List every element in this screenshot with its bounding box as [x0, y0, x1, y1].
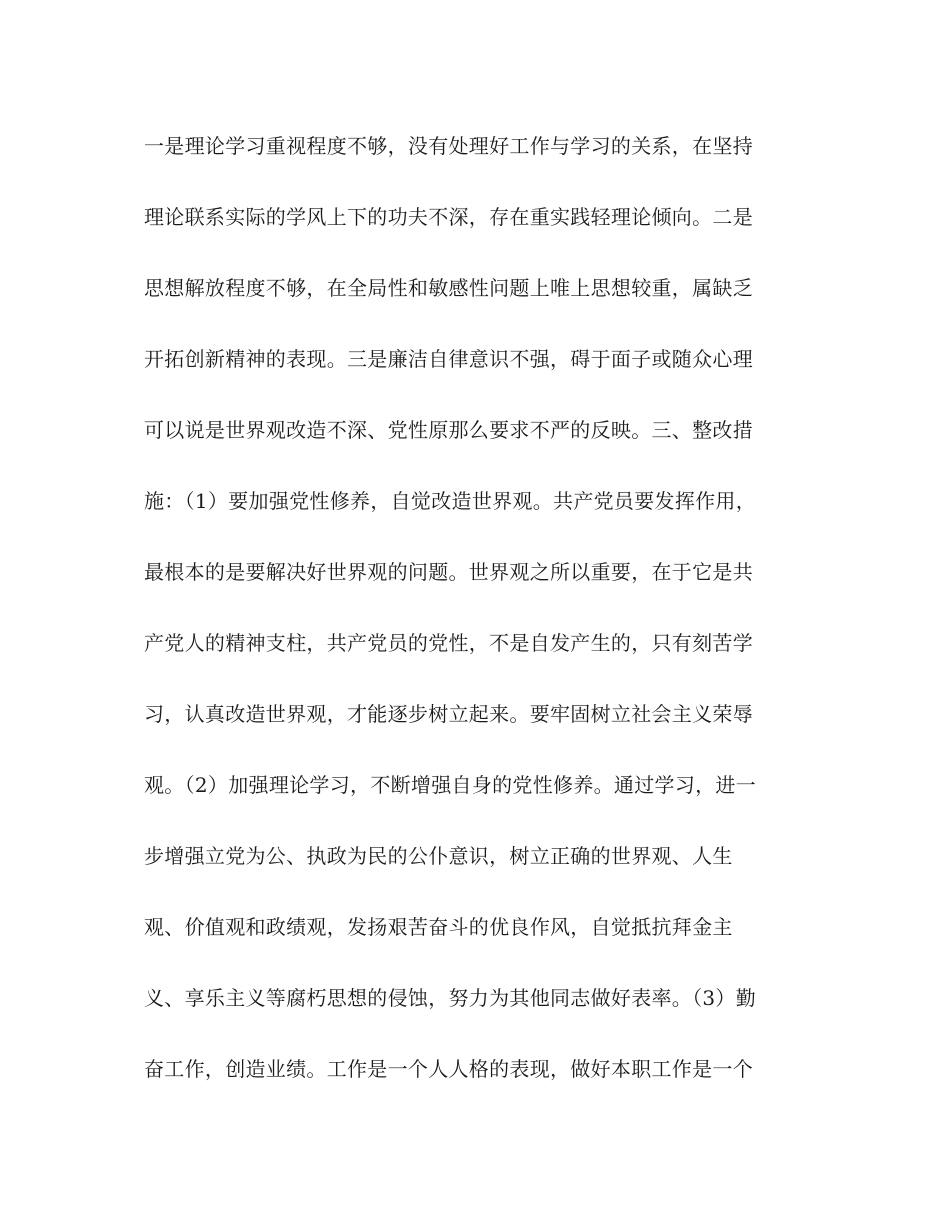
paragraph-line: 观、价值观和政绩观，发扬艰苦奋斗的优良作风，自觉抵抗拜金主: [144, 915, 733, 939]
paragraph-line: 可以说是世界观改造不深、党性原那么要求不严的反映。三、整改措: [144, 418, 753, 442]
paragraph-line: 理论联系实际的学风上下的功夫不深，存在重实践轻理论倾向。二是: [144, 205, 753, 229]
paragraph-line: 一是理论学习重视程度不够，没有处理好工作与学习的关系，在坚持: [144, 134, 753, 158]
paragraph-line: 习，认真改造世界观，才能逐步树立起来。要牢固树立社会主义荣辱: [144, 702, 753, 726]
paragraph-line: 最根本的是要解决好世界观的问题。世界观之所以重要，在于它是共: [144, 560, 753, 584]
paragraph-line: 施：（1）要加强党性修养，自觉改造世界观。共产党员要发挥作用，: [144, 489, 757, 513]
paragraph-line: 观。（2）加强理论学习，不断增强自身的党性修养。通过学习，进一: [144, 773, 757, 797]
paragraph-line: 开拓创新精神的表现。三是廉洁自律意识不强，碍于面子或随众心理: [144, 347, 753, 371]
paragraph-line: 产党人的精神支柱，共产党员的党性，不是自发产生的，只有刻苦学: [144, 631, 753, 655]
paragraph-line: 义、享乐主义等腐朽思想的侵蚀，努力为其他同志做好表率。（3）勤: [144, 986, 757, 1010]
paragraph-line: 步增强立党为公、执政为民的公仆意识，树立正确的世界观、人生: [144, 844, 733, 868]
paragraph-line: 奋工作，创造业绩。工作是一个人人格的表现，做好本职工作是一个: [144, 1057, 753, 1081]
paragraph-line: 思想解放程度不够，在全局性和敏感性问题上唯上思想较重，属缺乏: [144, 276, 753, 300]
